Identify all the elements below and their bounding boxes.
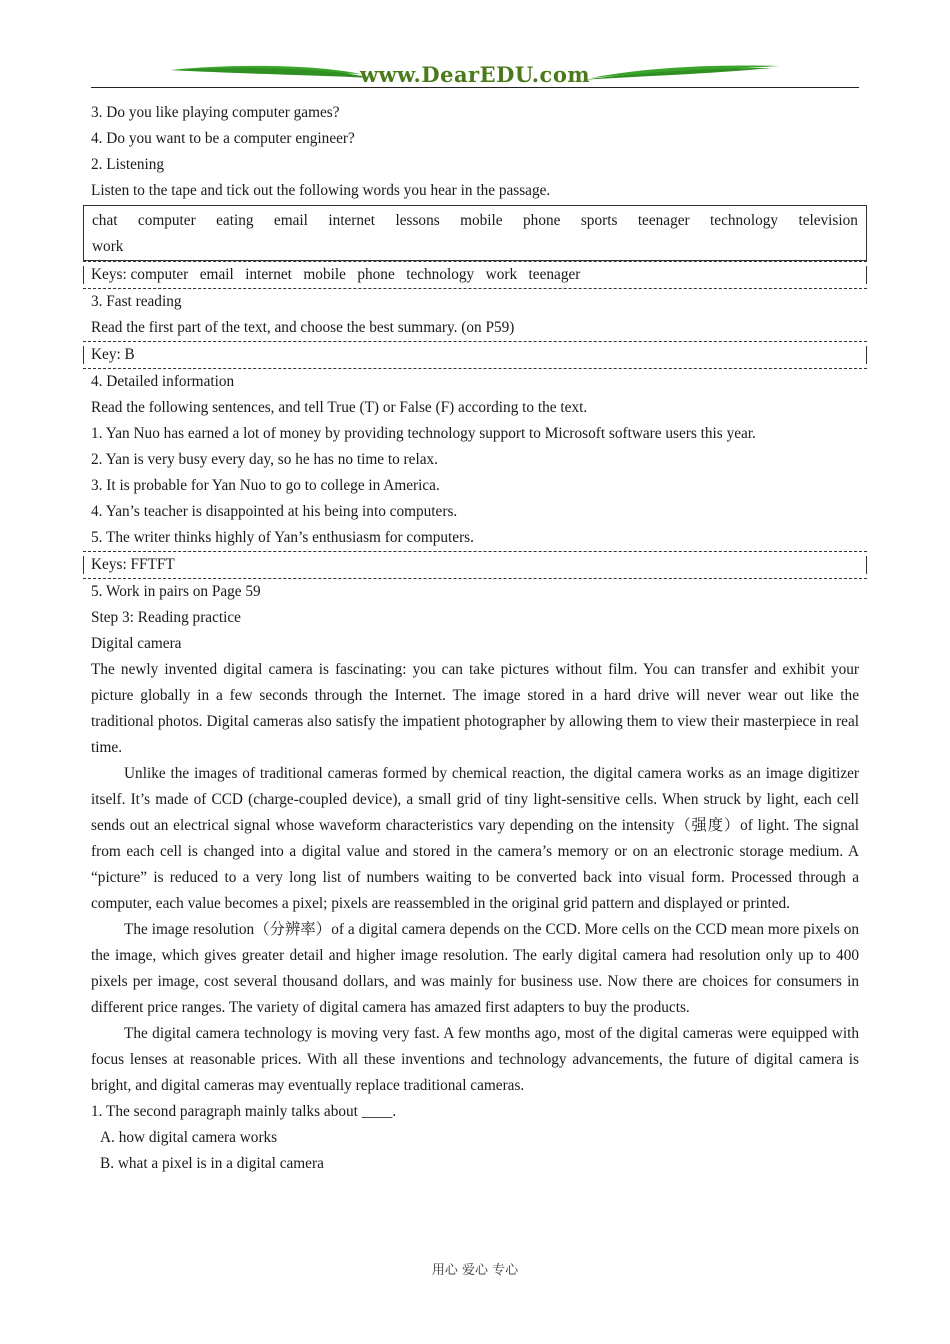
word-item: email — [273, 212, 308, 229]
word-item: work — [92, 238, 124, 255]
section-title: 4. Detailed information — [91, 373, 235, 390]
word-item: technology — [710, 212, 779, 229]
page-footer: 用心 爱心 专心 — [431, 1263, 519, 1278]
article-paragraph: Unlike the images of traditional cameras formed by chemical reaction, the digital camera works as an image digitizer itself. It’s made of CCD (charge-coupled device), a small grid of tiny light-sensitive cells. When struck by light, each cell sends out an electrical signal whose waveform characteristics vary depending on the intensity（强度）of light. The signal from each cell is changed into a digital value and stored in the camera’s memory or on an electronic storage medium. A “picture” is reduced to a very long list of numbers waiting to be converted back into visual form. Processed through a computer, each value becomes a pixel; pixels are reassembled in the original grid pattern and displayed or printed. — [91, 765, 859, 912]
article-paragraph: The newly invented digital camera is fascinating: you can take pictures without film. You can transfer and exhibit your picture globally in a few seconds through the Internet. The image stored in a hard drive will never wear out like the traditional photos. Digital cameras also satisfy the impatient photographer by allowing them to view their masterpiece in real time. — [91, 661, 859, 756]
word-item: teenager — [637, 212, 690, 229]
section-title: 3. Fast reading — [91, 293, 182, 310]
instruction-line: Read the following sentences, and tell True (T) or False (F) according to the text. — [91, 399, 588, 416]
article-title: Digital camera — [91, 635, 182, 652]
word-item: television — [798, 212, 858, 229]
answer-key-box — [83, 341, 867, 369]
statement-line: 5. The writer thinks highly of Yan’s enthusiasm for computers. — [91, 529, 474, 546]
statement-line: 2. Yan is very busy every day, so he has no time to relax. — [91, 451, 438, 468]
question-line: 4. Do you want to be a computer engineer? — [91, 130, 355, 147]
word-item: chat — [92, 212, 118, 229]
step-title: Step 3: Reading practice — [91, 609, 241, 626]
statement-line: 1. Yan Nuo has earned a lot of money by providing technology support to Microsoft software users this year. — [91, 425, 756, 442]
answer-key: Keys: FFTFT — [91, 556, 175, 573]
answer-key: Key: B — [91, 346, 135, 363]
answer-key-box — [83, 261, 867, 289]
answer-option: B. what a pixel is in a digital camera — [100, 1155, 324, 1172]
article-paragraph: The digital camera technology is moving very fast. A few months ago, most of the digital cameras were equipped with focus lenses at reasonable prices. With all these inventions and technology advancements, the future of digital camera is bright, and digital cameras may eventually replace traditional cameras. — [91, 1025, 859, 1094]
answer-option: A. how digital camera works — [100, 1129, 278, 1146]
instruction-line: Read the first part of the text, and choose the best summary. (on P59) — [91, 319, 515, 336]
section-title: 2. Listening — [91, 156, 165, 173]
page-header — [91, 58, 859, 90]
statement-line: 4. Yan’s teacher is disappointed at his being into computers. — [91, 503, 458, 520]
statement-line: 3. It is probable for Yan Nuo to go to college in America. — [91, 477, 440, 494]
answer-key-box — [83, 551, 867, 579]
document-body — [91, 100, 859, 1177]
answer-key: Keys: computer email internet mobile phone technology work teenager — [91, 266, 581, 283]
word-item: computer — [137, 212, 196, 229]
word-item: sports — [580, 212, 618, 229]
instruction-line: Listen to the tape and tick out the following words you hear in the passage. — [91, 182, 551, 199]
section-title: 5. Work in pairs on Page 59 — [91, 583, 261, 600]
article-paragraph: The image resolution（分辨率）of a digital camera depends on the CCD. More cells on the CCD mean more pixels on the image, which gives greater detail and higher image resolution. The early digital camera had resolution only up to 400 pixels per image, cost several thousand dollars, and was mainly for business use. Now there are choices for consumers in different price ranges. The variety of digital camera has amazed first adapters to buy the products. — [91, 921, 859, 1016]
word-item: eating — [216, 212, 254, 229]
site-logo[interactable]: www.DearEDU.com — [359, 62, 591, 87]
word-box — [83, 205, 867, 261]
header-rule — [91, 87, 859, 88]
word-item: lessons — [395, 212, 440, 229]
word-item: internet — [328, 212, 376, 229]
word-item: mobile — [460, 212, 503, 229]
question-line: 1. The second paragraph mainly talks about ____. — [91, 1103, 397, 1120]
question-line: 3. Do you like playing computer games? — [91, 104, 340, 121]
word-item: phone — [523, 212, 561, 229]
